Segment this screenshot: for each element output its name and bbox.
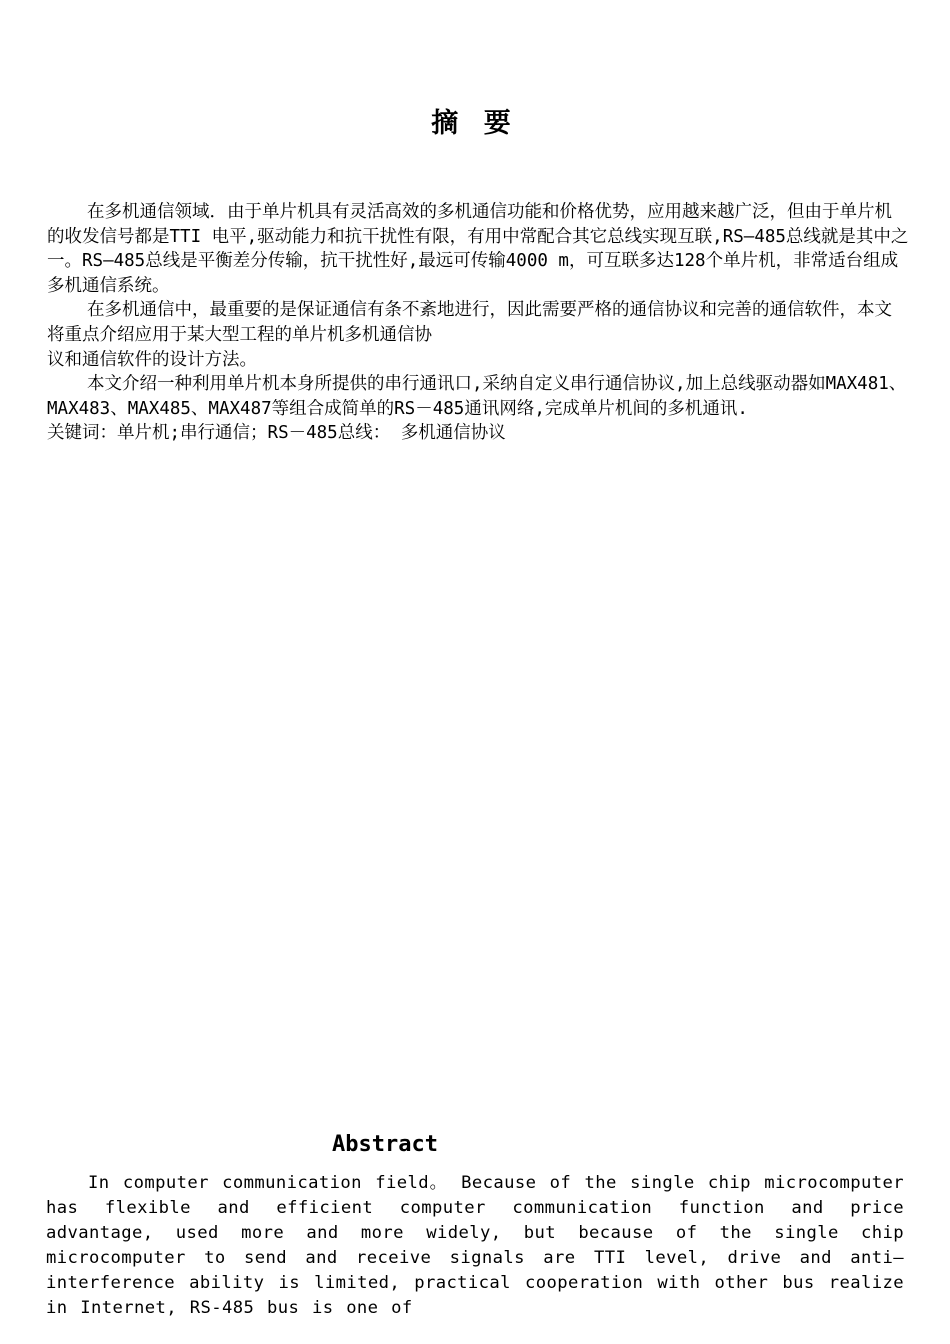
abstract-title: Abstract: [332, 1132, 438, 1157]
chinese-paragraph-2: 在多机通信中，最重要的是保证通信有条不紊地进行，因此需要严格的通信协议和完善的通信软件，本文将重点介绍应用于某大型工程的单片机多机通信协: [47, 300, 892, 345]
chinese-paragraph-1: 在多机通信领域．由于单片机具有灵活高效的多机通信功能和价格优势，应用越来越广泛，但由于单片机的收发信号都是TTI 电平,驱动能力和抗干扰性有限，有用中常配合其它总线实现互联,RS—485总线就是其中之一。RS—485总线是平衡差分传输，抗干扰性好,最远可传输4000 m，可互联多达128个单片机，非常适台组成多机通信系统。: [47, 202, 909, 296]
chinese-paragraph-2-continuation: 议和通信软件的设计方法。: [47, 349, 257, 370]
keywords-line: 关键词：单片机;串行通信；RS－485总线： 多机通信协议: [47, 423, 506, 444]
page-title: 摘 要: [431, 108, 519, 139]
english-paragraph-1: In computer communication field。 Because of the single chip microcomputer has flexible and efficient computer communication function and price advantage, used more and more widely, but because of the single chip microcomputer to send and receive signals are TTI level, drive and anti—interference ability is limited, practical cooperation with other bus realize in Internet, RS-485 bus is one of: [46, 1173, 904, 1318]
chinese-paragraph-3: 本文介绍一种利用单片机本身所提供的串行通讯口,采纳自定义串行通信协议,加上总线驱动器如MAX481、MAX483、MAX485、MAX487等组合成简单的RS－485通讯网络,完成单片机间的多机通讯.: [47, 374, 907, 419]
chinese-abstract-body: [47, 200, 909, 446]
